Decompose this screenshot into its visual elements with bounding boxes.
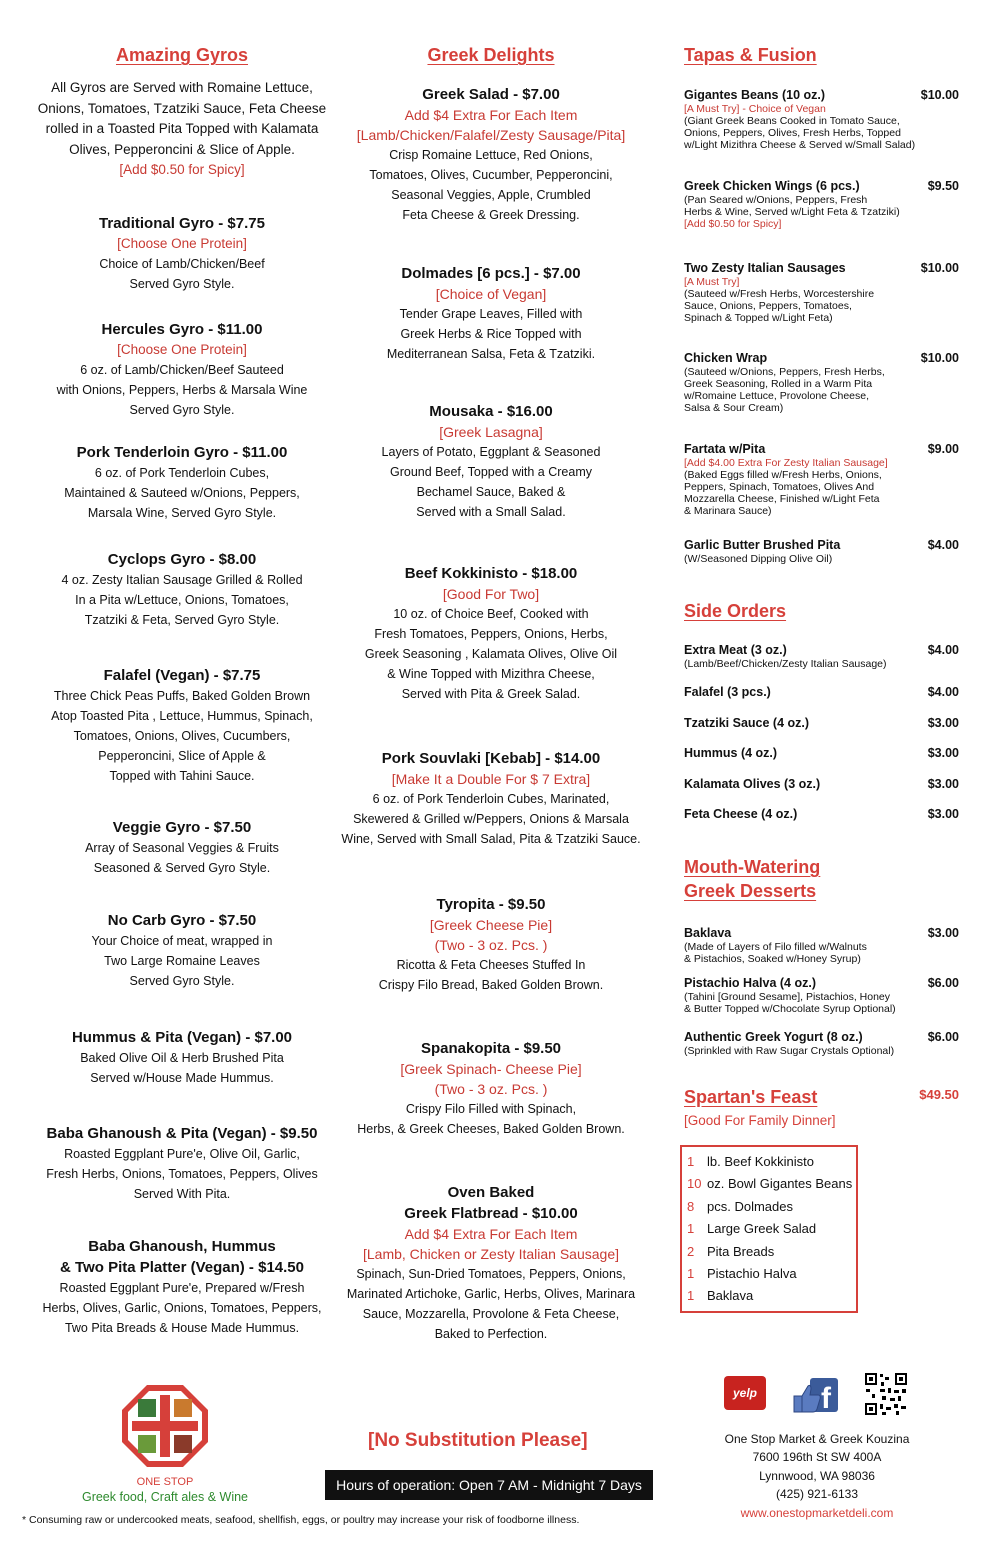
gyro-item-description: Herbs, Olives, Garlic, Onions, Tomatoes, Peppers, [42,1301,322,1315]
side-item-price: $3.00 [927,746,959,760]
gyro-item-description: 6 oz. of Pork Tenderloin Cubes, [94,466,270,480]
delight-item-description: Spinach, Sun-Dried Tomatoes, Peppers, Onions, [356,1267,626,1281]
feast-item-text: Pistachio Halva [707,1266,797,1282]
delight-item-description: Served with Pita & Greek Salad. [401,687,581,701]
delight-item-description: Tender Grape Leaves, Filled with [399,307,583,321]
feast-quantity: 1 [687,1266,695,1282]
feast-item-text: Pita Breads [707,1243,775,1259]
side-item-row [684,684,959,700]
feast-quantity: 8 [687,1198,695,1214]
tapas-item-description: Sauce, Onions, Peppers, Tomatoes, [684,300,852,312]
dessert-item [684,925,959,965]
gyro-menu-item [22,1236,342,1338]
tapas-item-name: Gigantes Beans (10 oz.) [684,88,826,102]
delights-title: Greek Delights [427,45,555,65]
delight-item-note: [Greek Spinach- Cheese Pie] [400,1061,582,1077]
tapas-item-price: $9.00 [927,442,959,456]
feast-quantity: 1 [687,1221,695,1237]
tapas-item-description: Salsa & Sour Cream) [684,402,784,414]
feast-quantity: 2 [687,1243,695,1259]
gyro-menu-item [22,665,342,786]
gyro-item-description: Baked Olive Oil & Herb Brushed Pita [80,1051,284,1065]
feast-list-row [682,1173,856,1195]
delight-item-description: Marinated Artichoke, Garlic, Herbs, Olives, Marinara [346,1287,636,1301]
tapas-item-name: Greek Chicken Wings (6 pcs.) [684,179,860,193]
feast-note: [Good For Family Dinner] [684,1113,836,1128]
tapas-item-description: (Baked Eggs filled w/Fresh Herbs, Onions, [684,469,882,481]
tapas-item-description: (Pan Seared w/Onions, Peppers, Fresh [684,194,868,206]
gyro-item-description: Atop Toasted Pita , Lettuce, Hummus, Spinach, [51,709,313,723]
desserts-title-1: Mouth-Watering [684,857,821,877]
tapas-item-name: Chicken Wrap [684,351,768,365]
delight-item-name: Tyropita - $9.50 [436,896,546,913]
delight-item-description: Herbs, & Greek Cheeses, Baked Golden Brown. [357,1122,625,1136]
delight-item-note: [Greek Cheese Pie] [429,917,553,933]
side-order-item [684,642,959,670]
delight-item-description: Ricotta & Feta Cheeses Stuffed In [396,958,586,972]
delight-menu-item [338,894,644,995]
gyros-title: Amazing Gyros [115,45,249,65]
tapas-item-description: Herbs & Wine, Served w/Light Feta & Tzatziki) [684,206,900,218]
tapas-item-description: (Giant Greek Beans Cooked in Tomato Sauce, [684,115,900,127]
tapas-item-description: (Sauteed w/Onions, Peppers, Fresh Herbs, [684,366,885,378]
tapas-menu-item [684,350,959,414]
dessert-item-row [684,975,959,991]
gyro-item-description: Tzatziki & Feta, Served Gyro Style. [84,613,280,627]
tapas-menu-item [684,178,959,230]
tapas-title: Tapas & Fusion [684,45,817,65]
delight-item-note: [Make It a Double For $ 7 Extra] [391,771,591,787]
delight-item-description: Baked to Perfection. [434,1327,548,1341]
delight-item-note: [Lamb, Chicken or Zesty Italian Sausage] [362,1246,620,1262]
feast-list-row [682,1285,856,1307]
gyro-item-description: Marsala Wine, Served Gyro Style. [87,506,277,520]
delight-item-description: Greek Seasoning , Kalamata Olives, Olive Oil [364,647,618,661]
side-order-item [684,745,959,761]
delight-item-description: Mediterranean Salsa, Feta & Tzatziki. [386,347,596,361]
gyro-item-name: Veggie Gyro - $7.50 [112,819,252,836]
delight-menu-item [338,263,644,364]
feast-quantity: 1 [687,1154,695,1169]
facebook-like-icon[interactable] [792,1376,838,1414]
side-item-name: Tzatziki Sauce (4 oz.) [684,716,810,730]
side-item-row [684,745,959,761]
delight-item-note: (Two - 3 oz. Pcs. ) [434,937,548,953]
gyro-item-description: Served Gyro Style. [129,277,235,291]
dessert-item-name: Authentic Greek Yogurt (8 oz.) [684,1030,863,1044]
side-order-item [684,684,959,700]
gyro-item-description: Pepperoncini, Slice of Apple & [98,749,266,763]
store-name: One Stop Market & Greek Kouzina [724,1432,910,1446]
gyro-menu-item [22,910,342,991]
gyro-item-description: In a Pita w/Lettuce, Onions, Tomatoes, [75,593,289,607]
side-order-item [684,715,959,731]
tapas-item-note: [Add $4.00 Extra For Zesty Italian Sausage] [684,457,888,469]
gyro-menu-item [22,549,342,630]
tapas-item-row [684,537,959,553]
tapas-menu-item [684,537,959,565]
delight-item-description: Crispy Filo Filled with Spinach, [405,1102,577,1116]
gyro-menu-item [22,442,342,523]
dessert-item-description: & Pistachios, Soaked w/Honey Syrup) [684,953,861,965]
tapas-item-description: Greek Seasoning, Rolled in a Warm Pita [684,378,873,390]
side-item-price: $4.00 [927,685,959,699]
tapas-item-price: $9.50 [927,179,959,193]
side-item-name: Extra Meat (3 oz.) [684,643,787,657]
tapas-item-description: w/Romaine Lettuce, Provolone Cheese, [684,390,870,402]
no-substitution-note: [No Substitution Please] [368,1430,588,1451]
feast-item-text: Large Greek Salad [707,1221,817,1237]
gyro-item-description: Roasted Eggplant Pure'e, Prepared w/Fresh [59,1281,305,1295]
delight-item-description: Served with a Small Salad. [416,505,566,519]
gyro-item-description: Array of Seasonal Veggies & Fruits [85,841,279,855]
qr-code-icon[interactable] [864,1372,908,1416]
delight-item-description: Greek Herbs & Rice Topped with [400,327,582,341]
gyro-item-name: No Carb Gyro - $7.50 [107,912,257,929]
delight-item-description: Wine, Served with Small Salad, Pita & Tzatziki Sauce. [341,832,641,846]
side-order-item [684,776,959,792]
gyro-item-description: Fresh Herbs, Onions, Tomatoes, Peppers, Olives [46,1167,318,1181]
tapas-item-description: Onions, Peppers, Olives, Fresh Herbs, Topped [684,127,901,139]
delight-item-description: Skewered & Grilled w/Peppers, Onions & Marsala [353,812,629,826]
feast-item-text: lb. Beef Kokkinisto [707,1154,814,1169]
sides-title: Side Orders [684,601,787,621]
dessert-item-row [684,925,959,941]
gyro-item-name-line2: & Two Pita Platter (Vegan) - $14.50 [60,1259,304,1276]
delight-item-description: Crisp Romaine Lettuce, Red Onions, [389,148,593,162]
feast-quantity: 10 [687,1176,702,1192]
feast-item-text: oz. Bowl Gigantes Beans [707,1176,853,1192]
delight-menu-item [338,1182,644,1344]
feast-price: $49.50 [919,1087,959,1102]
delights-column [338,45,644,1341]
tapas-item-note: [A Must Try] - Choice of Vegan [684,103,826,115]
gyro-item-description: 4 oz. Zesty Italian Sausage Grilled & Rolled [61,573,303,587]
gyro-menu-item [22,817,342,878]
delight-menu-item [338,748,644,849]
delight-item-description: Crispy Filo Bread, Baked Golden Brown. [378,978,604,992]
delight-item-note: [Greek Lasagna] [439,424,543,440]
side-item-row [684,806,959,822]
delight-item-note: [Choice of Vegan] [435,286,547,302]
delight-item-description: Feta Cheese & Greek Dressing. [402,208,580,222]
tapas-item-description: & Marinara Sauce) [684,505,772,517]
gyro-menu-item [22,319,342,420]
one-stop-logo [80,1383,250,1504]
gyro-item-description: Tomatoes, Onions, Olives, Cucumbers, [73,729,291,743]
gyro-item-name: Falafel (Vegan) - $7.75 [103,667,261,684]
side-item-row [684,776,959,792]
gyro-item-description: Your Choice of meat, wrapped in [91,934,273,948]
dessert-item-description: & Butter Topped w/Chocolate Syrup Optional) [684,1003,896,1015]
gyro-item-name: Hercules Gyro - $11.00 [101,321,263,338]
feast-list-row [682,1218,856,1240]
tapas-item-description: Spinach & Topped w/Light Feta) [684,312,833,324]
delight-item-name: Beef Kokkinisto - $18.00 [404,565,578,582]
gyro-item-description: Two Pita Breads & House Made Hummus. [64,1321,300,1335]
tapas-item-row [684,350,959,366]
hours-banner: Hours of operation: Open 7 AM - Midnight 7 Days [325,1470,653,1500]
feast-list-row [682,1151,856,1173]
delight-menu-item [338,1038,644,1139]
tapas-item-row [684,260,959,276]
gyro-item-description: Topped with Tahini Sauce. [109,769,255,783]
gyros-intro-note: [Add $0.50 for Spicy] [119,162,245,177]
facebook-like-glyph [792,1376,838,1414]
tapas-item-description: (Sauteed w/Fresh Herbs, Worcestershire [684,288,875,300]
gyro-item-note: [Choose One Protein] [117,342,247,357]
gyros-column [22,45,342,1335]
gyro-item-description: Choice of Lamb/Chicken/Beef [99,257,265,271]
delight-item-description: Ground Beef, Topped with a Creamy [390,465,592,479]
qr-code-glyph [864,1372,908,1416]
delight-item-name: Oven Baked [447,1184,535,1201]
delight-item-name: Dolmades [6 pcs.] - $7.00 [401,265,581,282]
tapas-item-description: (W/Seasoned Dipping Olive Oil) [684,553,833,565]
side-item-name: Falafel (3 pcs.) [684,685,771,699]
delight-item-note: (Two - 3 oz. Pcs. ) [434,1081,548,1097]
tapas-item-name: Garlic Butter Brushed Pita [684,538,841,552]
gyro-item-description: Two Large Romaine Leaves [104,954,260,968]
side-item-price: $3.00 [927,716,959,730]
side-item-row [684,642,959,658]
city-state-zip: Lynnwood, WA 98036 [759,1468,875,1483]
gyro-item-description: Served Gyro Style. [129,974,235,988]
gyro-item-name: Pork Tenderloin Gyro - $11.00 [76,444,288,461]
tapas-item-description: Peppers, Spinach, Tomatoes, Olives And [684,481,875,493]
feast-list [680,1145,858,1313]
side-item-price: $3.00 [927,777,959,791]
logo-name: ONE STOP [136,1476,194,1488]
delight-item-name: Pork Souvlaki [Kebab] - $14.00 [381,750,601,767]
dessert-item-description: (Tahini [Ground Sesame], Pistachios, Honey [684,991,891,1003]
dessert-item-description: (Sprinkled with Raw Sugar Crystals Optional) [684,1045,895,1057]
delight-item-name: Greek Salad - $7.00 [422,86,560,103]
gyros-intro: All Gyros are Served with Romaine Lettuce, Onions, Tomatoes, Tzatziki Sauce, Feta Cheese rolled in a Toasted Pita Topped with Kalamata Olives, Pepperoncini & Slice of Apple. [37,80,327,157]
gyro-item-description: Roasted Eggplant Pure'e, Olive Oil, Garlic, [64,1147,300,1161]
gyro-menu-item [22,1027,342,1088]
street-address: 7600 196th St SW 400A [752,1450,882,1465]
side-item-price: $4.00 [927,643,959,657]
store-address [722,1430,912,1522]
delight-item-name-line2: Greek Flatbread - $10.00 [404,1205,578,1222]
gyro-item-description: Maintained & Sauteed w/Onions, Peppers, [64,486,300,500]
gyro-item-note: [Choose One Protein] [117,236,247,251]
side-item-description: (Lamb/Beef/Chicken/Zesty Italian Sausage) [684,658,887,670]
delight-item-name: Mousaka - $16.00 [429,403,553,420]
delight-item-description: Seasonal Veggies, Apple, Crumbled [391,188,591,202]
yelp-icon[interactable] [724,1376,766,1410]
gyro-item-description: Served Gyro Style. [129,403,235,417]
gyro-item-name: Cyclops Gyro - $8.00 [107,551,257,568]
delight-item-description: Layers of Potato, Eggplant & Seasoned [381,445,601,459]
delight-item-note: [Good For Two] [442,586,540,602]
desserts-title-2: Greek Desserts [684,881,817,901]
gyro-item-description: with Onions, Peppers, Herbs & Marsala Wine [56,383,308,397]
gyro-menu-item [22,1123,342,1204]
tapas-item-price: $10.00 [920,261,959,275]
dessert-item-price: $6.00 [927,976,959,990]
dessert-item-row [684,1029,959,1045]
feast-item-text: Baklava [707,1288,754,1304]
delight-item-description: Sauce, Mozzarella, Provolone & Feta Cheese, [362,1307,620,1321]
right-column [684,45,959,1128]
dessert-item-name: Baklava [684,926,732,940]
tapas-item-price: $10.00 [920,351,959,365]
delight-item-note: [Lamb/Chicken/Falafel/Zesty Sausage/Pita] [356,127,626,143]
side-order-item [684,806,959,822]
delight-item-description: Fresh Tomatoes, Peppers, Onions, Herbs, [374,627,608,641]
feast-list-row [682,1241,856,1263]
delight-item-note: Add $4 Extra For Each Item [404,107,578,123]
feast-quantity: 1 [687,1288,695,1304]
dessert-item [684,975,959,1015]
gyro-item-description: Three Chick Peas Puffs, Baked Golden Brown [53,689,311,703]
dessert-item-price: $3.00 [927,926,959,940]
delight-item-description: 10 oz. of Choice Beef, Cooked with [393,607,589,621]
side-item-price: $3.00 [927,807,959,821]
tapas-item-price: $4.00 [927,538,959,552]
tapas-item-row [684,178,959,194]
tapas-menu-item [684,441,959,517]
gyro-item-name: Baba Ghanoush, Hummus [88,1238,276,1255]
feast-item-text: pcs. Dolmades [707,1198,793,1214]
phone-number: (425) 921-6133 [775,1487,859,1502]
stop-sign-icon [120,1383,210,1469]
side-item-name: Hummus (4 oz.) [684,746,778,760]
delight-item-description: 6 oz. of Pork Tenderloin Cubes, Marinated, [372,792,610,806]
tapas-item-description: Mozzarella Cheese, Finished w/Light Feta [684,493,880,505]
gyro-item-name: Traditional Gyro - $7.75 [99,215,265,232]
gyro-item-name: Hummus & Pita (Vegan) - $7.00 [71,1029,293,1046]
delight-item-description: & Wine Topped with Mizithra Cheese, [387,667,595,681]
svg-text:f: f [821,1382,831,1414]
yelp-icon-label: yelp [732,1386,757,1400]
gyro-item-description: Served With Pita. [133,1187,231,1201]
feast-title: Spartan's Feast [684,1087,818,1107]
delight-item-note: Add $4 Extra For Each Item [404,1226,578,1242]
tapas-item-note: [Add $0.50 for Spicy] [684,218,782,230]
side-item-row [684,715,959,731]
tapas-item-description: w/Light Mizithra Cheese & Served w/Small Salad) [684,139,916,151]
gyro-menu-item [22,213,342,294]
tapas-menu-item [684,87,959,151]
food-safety-disclaimer: * Consuming raw or undercooked meats, seafood, shellfish, eggs, or poultry may increase your risk of foodborne illness. [22,1514,580,1526]
feast-list-row [682,1263,856,1285]
delight-item-description: Bechamel Sauce, Baked & [416,485,566,499]
dessert-item-name: Pistachio Halva (4 oz.) [684,976,816,990]
delight-menu-item [338,84,644,225]
gyro-item-name: Baba Ghanoush & Pita (Vegan) - $9.50 [46,1125,318,1142]
tapas-item-name: Fartata w/Pita [684,442,766,456]
delight-menu-item [338,563,644,704]
tapas-menu-item [684,260,959,324]
tapas-item-row [684,87,959,103]
side-item-name: Feta Cheese (4 oz.) [684,807,798,821]
gyro-item-description: Served w/House Made Hummus. [90,1071,274,1085]
tapas-item-row [684,441,959,457]
side-item-name: Kalamata Olives (3 oz.) [684,777,821,791]
dessert-item-price: $6.00 [927,1030,959,1044]
tapas-item-note: [A Must Try] [684,276,740,288]
delight-menu-item [338,401,644,522]
gyro-item-description: Seasoned & Served Gyro Style. [93,861,271,875]
dessert-item [684,1029,959,1057]
dessert-item-description: (Made of Layers of Filo filled w/Walnuts [684,941,867,953]
tapas-item-name: Two Zesty Italian Sausages [684,261,846,275]
feast-list-row [682,1196,856,1218]
website-link[interactable]: www.onestopmarketdeli.com [740,1505,894,1520]
tapas-item-price: $10.00 [920,88,959,102]
gyro-item-description: 6 oz. of Lamb/Chicken/Beef Sauteed [80,363,284,377]
delight-item-name: Spanakopita - $9.50 [420,1040,562,1057]
logo-tagline: Greek food, Craft ales & Wine [81,1490,249,1504]
delight-item-description: Tomatoes, Olives, Cucumber, Pepperoncini, [369,168,613,182]
